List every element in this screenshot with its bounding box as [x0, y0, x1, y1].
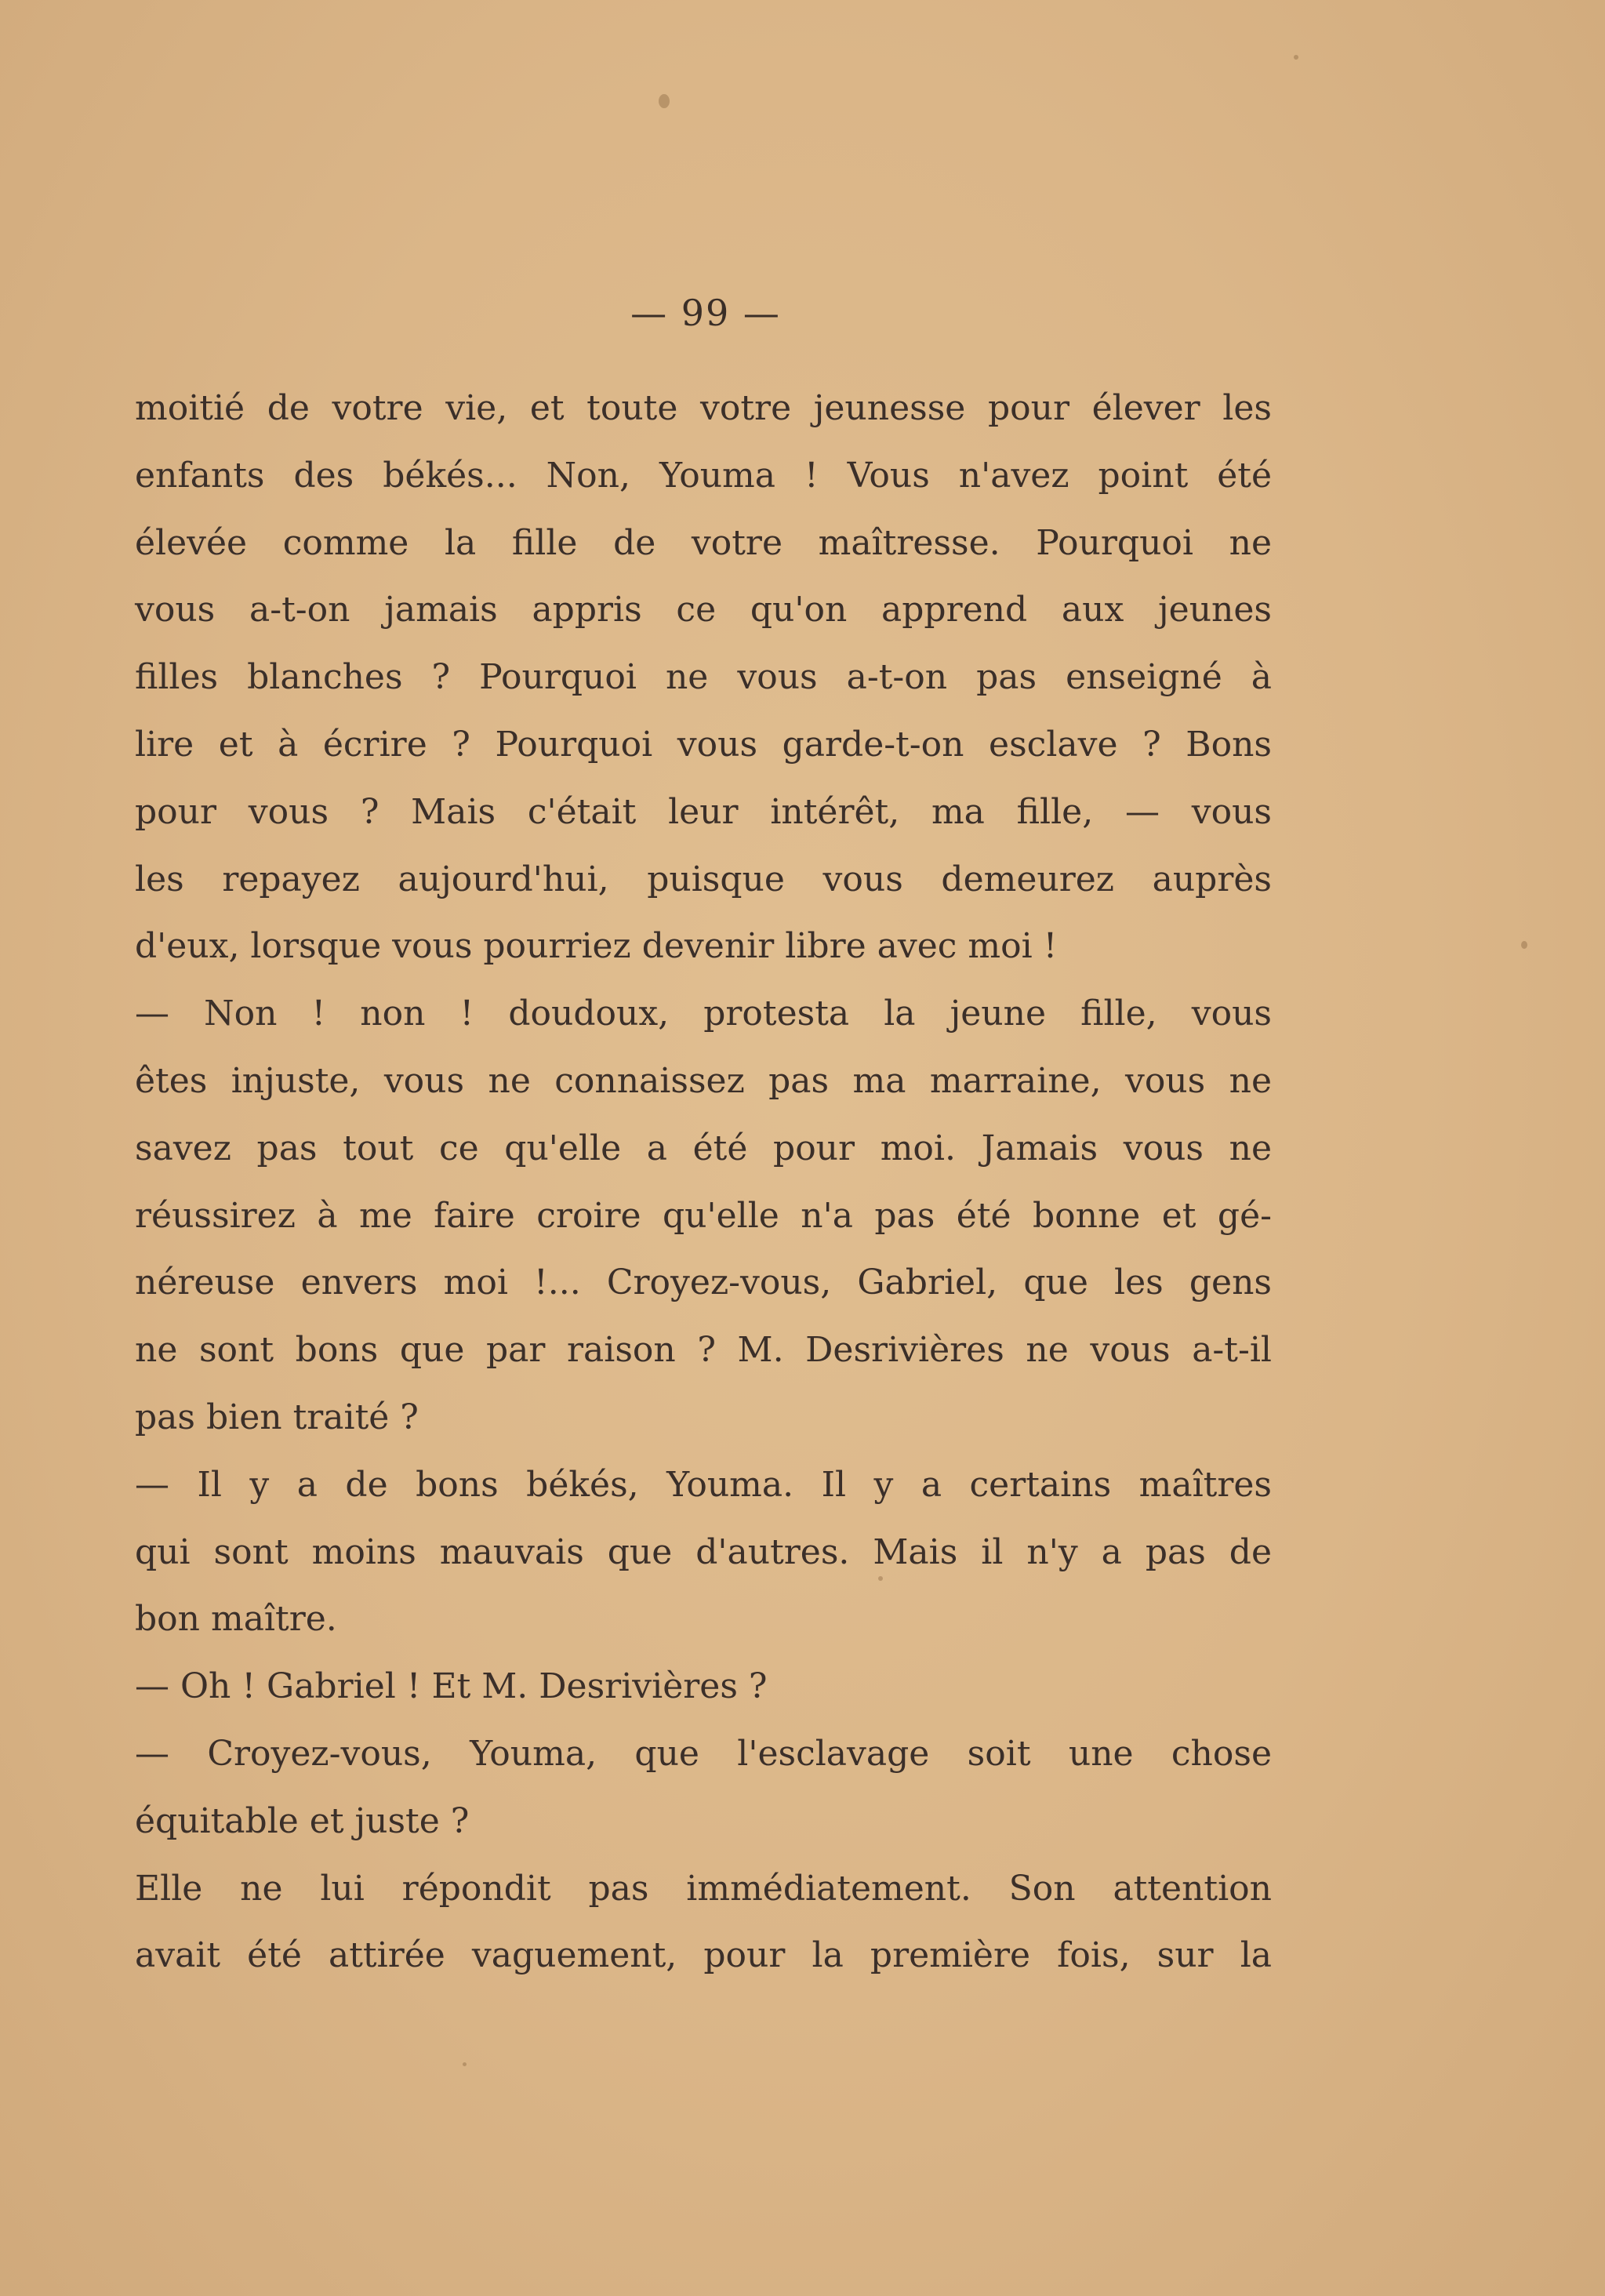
- text-line: lire et à écrire ? Pourquoi vous garde-t-on esclave ? Bons: [135, 724, 1272, 765]
- paper-speck: [463, 2062, 467, 2066]
- text-line: — Oh ! Gabriel ! Et M. Desrivières ?: [135, 1666, 768, 1707]
- text-line: savez pas tout ce qu'elle a été pour moi. Jamais vous ne: [135, 1128, 1272, 1168]
- text-line: avait été attirée vaguement, pour la première fois, sur la: [135, 1935, 1272, 1976]
- text-line: — Croyez-vous, Youma, que l'esclavage soit une chose: [135, 1733, 1272, 1774]
- text-line: d'eux, lorsque vous pourriez devenir libre avec moi !: [135, 926, 1058, 967]
- text-line: — Il y a de bons békés, Youma. Il y a certains maîtres: [135, 1464, 1272, 1505]
- text-line: néreuse envers moi !... Croyez-vous, Gabriel, que les gens: [135, 1262, 1272, 1303]
- text-line: moitié de votre vie, et toute votre jeunesse pour élever les: [135, 388, 1272, 428]
- page-number: — 99 —: [630, 292, 781, 334]
- text-line: pour vous ? Mais c'était leur intérêt, ma fille, — vous: [135, 791, 1272, 832]
- text-line: enfants des békés... Non, Youma ! Vous n'avez point été: [135, 455, 1272, 496]
- text-line: ne sont bons que par raison ? M. Desrivières ne vous a-t-il: [135, 1330, 1272, 1371]
- paper-speck: [1294, 55, 1298, 60]
- text-line: filles blanches ? Pourquoi ne vous a-t-on pas enseigné à: [135, 657, 1272, 698]
- text-line: vous a-t-on jamais appris ce qu'on apprend aux jeunes: [135, 590, 1272, 630]
- text-line: Elle ne lui répondit pas immédiatement. Son attention: [135, 1868, 1272, 1909]
- text-line: qui sont moins mauvais que d'autres. Mais il n'y a pas de: [135, 1531, 1272, 1572]
- text-line: les repayez aujourd'hui, puisque vous demeurez auprès: [135, 859, 1272, 899]
- text-line: réussirez à me faire croire qu'elle n'a pas été bonne et gé-: [135, 1195, 1272, 1236]
- text-line: bon maître.: [135, 1599, 337, 1640]
- text-line: pas bien traité ?: [135, 1397, 419, 1437]
- text-line: — Non ! non ! doudoux, protesta la jeune fille, vous: [135, 994, 1272, 1034]
- paper-speck: [659, 94, 670, 108]
- paper-speck: [1521, 941, 1527, 949]
- text-line: êtes injuste, vous ne connaissez pas ma marraine, vous ne: [135, 1060, 1272, 1101]
- text-line: élevée comme la fille de votre maîtresse. Pourquoi ne: [135, 522, 1272, 563]
- text-line: équitable et juste ?: [135, 1800, 470, 1841]
- body-text: [135, 375, 1272, 1989]
